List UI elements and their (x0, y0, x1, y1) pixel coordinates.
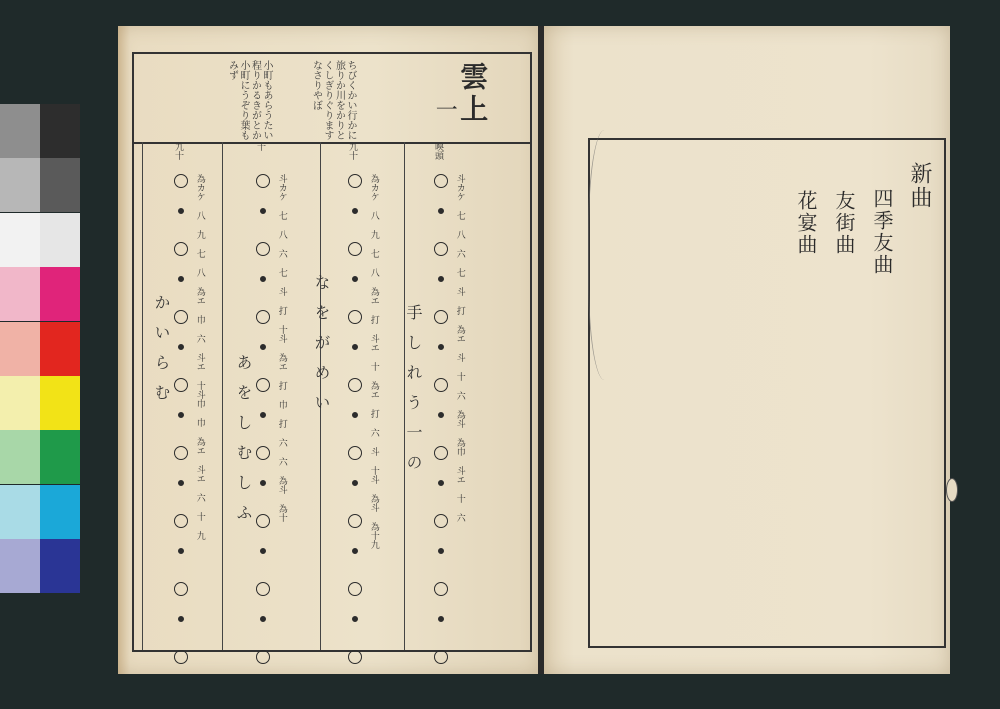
note-label: 七 (276, 211, 287, 220)
color-swatch (0, 430, 40, 484)
note-label: 十斗 (368, 466, 379, 484)
color-swatch (0, 322, 40, 376)
song-lyric-line: なをがめい (312, 274, 331, 424)
dot-mark (260, 412, 266, 418)
note-label: 斗カケ (276, 174, 287, 201)
dot-mark (178, 344, 184, 350)
circle-mark (348, 582, 362, 596)
note-marks (174, 174, 188, 684)
circle-mark (174, 174, 188, 188)
color-swatch (0, 104, 40, 158)
note-label: 九 (194, 230, 205, 239)
left-page-frame (132, 52, 532, 652)
circle-mark (348, 310, 362, 324)
dot-mark (178, 412, 184, 418)
circle-mark (174, 582, 188, 596)
note-label: 為十九 (368, 522, 379, 549)
note-label: 七 (368, 249, 379, 258)
note-label: 斗エ (368, 334, 379, 352)
color-swatch (0, 158, 40, 212)
column-rule (142, 142, 143, 650)
note-label: 十 (368, 362, 379, 371)
note-label: 斗 (368, 447, 379, 456)
note-label: 九 (368, 230, 379, 239)
note-label: 六 (194, 334, 205, 343)
column-head: 喚頭 (433, 142, 443, 160)
notation-column-1 (433, 142, 468, 640)
dot-mark (352, 480, 358, 486)
circle-mark (434, 446, 448, 460)
note-label: 十 (194, 512, 205, 521)
lyric-line: たい程りかる (249, 60, 272, 140)
column-head: 十 (255, 142, 265, 151)
lyric-line: みず (226, 60, 238, 80)
lyric-line: くしぎりぐりま (322, 60, 333, 130)
piece-title: 四季友曲 (870, 188, 894, 276)
lyric-line: すなさり (310, 60, 333, 140)
color-swatch (40, 376, 80, 430)
right-page-frame (588, 138, 946, 648)
note-label: 為エ (276, 353, 287, 371)
circle-mark (174, 514, 188, 528)
dot-mark (352, 548, 358, 554)
circle-mark (174, 378, 188, 392)
page-title: 雲上 (456, 62, 490, 126)
circle-mark (434, 650, 448, 664)
note-label: 六 (276, 438, 287, 447)
dot-mark (178, 480, 184, 486)
circle-mark (174, 310, 188, 324)
circle-mark (434, 242, 448, 256)
dot-mark (178, 548, 184, 554)
lyric-line: か川をかりと (333, 80, 345, 140)
note-label: 十 (454, 372, 465, 381)
dot-mark (178, 276, 184, 282)
lyric-line: 行かに旅り (333, 60, 356, 140)
dot-mark (352, 208, 358, 214)
notation-column-4 (173, 142, 208, 640)
dot-mark (352, 344, 358, 350)
notation-column-3 (255, 142, 290, 640)
header-band (134, 54, 530, 144)
color-swatch (0, 376, 40, 430)
lyric-line: ちびくかい (345, 60, 356, 110)
dot-mark (260, 616, 266, 622)
header-lyrics-2 (226, 60, 272, 140)
color-swatch (40, 213, 80, 267)
song-lyric-line: 手しれう一の (404, 304, 423, 484)
circle-mark (348, 514, 362, 528)
note-label: 八 (368, 211, 379, 220)
note-label: 打 (368, 409, 379, 418)
note-marks (434, 174, 448, 684)
note-label: 為斗 (276, 476, 287, 494)
lyric-line: 小町もあらう (261, 60, 272, 120)
note-label: 打 (454, 306, 465, 315)
column-head: 九十 (173, 142, 183, 160)
dot-mark (260, 276, 266, 282)
note-marks (348, 174, 362, 684)
dot-mark (260, 480, 266, 486)
note-label: 六 (454, 513, 465, 522)
note-label: 十 (454, 494, 465, 503)
circle-mark (256, 514, 270, 528)
note-label: 為エ (194, 437, 205, 455)
note-label: 斗カケ (454, 174, 465, 201)
circle-mark (348, 446, 362, 460)
column-rule (222, 142, 223, 650)
dot-mark (438, 412, 444, 418)
circle-mark (434, 582, 448, 596)
dot-mark (352, 616, 358, 622)
note-label: 六 (454, 391, 465, 400)
dot-mark (178, 208, 184, 214)
color-calibration-strip (0, 104, 80, 594)
tablature-notes (276, 174, 287, 644)
note-label: 為斗 (454, 410, 465, 428)
color-swatch (0, 213, 40, 267)
note-label: 七 (454, 268, 465, 277)
note-label: 為カケ (194, 174, 205, 201)
circle-mark (256, 310, 270, 324)
note-label: 斗エ (194, 465, 205, 483)
lyric-line: やぼ (310, 90, 322, 110)
note-label: 七 (454, 211, 465, 220)
circle-mark (434, 174, 448, 188)
note-marks (256, 174, 270, 684)
color-swatch (0, 485, 40, 539)
dot-mark (178, 616, 184, 622)
note-label: 八 (368, 268, 379, 277)
circle-mark (434, 378, 448, 392)
note-label: 為エ (454, 325, 465, 343)
color-swatch (0, 539, 40, 593)
note-label: 為エ (368, 381, 379, 399)
note-label: 八 (454, 230, 465, 239)
dot-mark (352, 412, 358, 418)
note-label: 斗エ (454, 466, 465, 484)
header-lyrics-1 (310, 60, 356, 140)
binding-thread (588, 130, 629, 380)
lyric-line: うぞり葉も (238, 90, 249, 140)
color-swatch (40, 430, 80, 484)
circle-mark (256, 378, 270, 392)
circle-mark (348, 242, 362, 256)
note-label: 為十 (276, 504, 287, 522)
note-label: 斗 (454, 353, 465, 362)
note-label: 六 (194, 493, 205, 502)
note-label: 巾 (276, 400, 287, 409)
lyric-line: きがとか小町に (238, 60, 261, 140)
tablature-notes (454, 174, 465, 644)
circle-mark (348, 650, 362, 664)
piece-title: 花宴曲 (794, 190, 818, 256)
left-page (118, 26, 540, 674)
color-swatch (40, 158, 80, 212)
note-label: 八 (194, 268, 205, 277)
dot-mark (438, 616, 444, 622)
dot-mark (438, 344, 444, 350)
column-head: 九十 (347, 142, 357, 160)
color-swatch (40, 539, 80, 593)
note-label: 十斗巾 (194, 381, 205, 408)
note-label: 十斗 (276, 325, 287, 343)
open-book (118, 22, 950, 682)
circle-mark (174, 242, 188, 256)
note-label: 為巾 (454, 438, 465, 456)
note-label: 六 (454, 249, 465, 258)
circle-mark (256, 174, 270, 188)
note-label: 斗エ (194, 353, 205, 371)
circle-mark (256, 242, 270, 256)
note-label: 九 (194, 531, 205, 540)
note-label: 為エ (194, 287, 205, 305)
note-label: 七 (276, 268, 287, 277)
circle-mark (256, 582, 270, 596)
tablature-notes (194, 174, 205, 644)
collection-heading: 新曲 (907, 162, 932, 210)
note-label: 為エ (368, 287, 379, 305)
color-swatch (0, 267, 40, 321)
page-edge-mark (946, 478, 958, 502)
circle-mark (434, 310, 448, 324)
circle-mark (256, 446, 270, 460)
note-label: 巾 (194, 315, 205, 324)
song-lyric-line: かいらむ (152, 294, 171, 414)
circle-mark (434, 514, 448, 528)
dot-mark (260, 548, 266, 554)
note-label: 打 (276, 306, 287, 315)
note-label: 六 (368, 428, 379, 437)
dot-mark (438, 480, 444, 486)
note-label: 打 (368, 315, 379, 324)
note-label: 為カケ (368, 174, 379, 201)
page-number: 一 (432, 98, 458, 120)
song-lyric-line: あをしむしふ (234, 354, 253, 534)
circle-mark (174, 446, 188, 460)
color-swatch (40, 485, 80, 539)
note-label: 打 (276, 419, 287, 428)
circle-mark (174, 650, 188, 664)
circle-mark (348, 378, 362, 392)
note-label: 斗 (454, 287, 465, 296)
note-label: 為斗 (368, 494, 379, 512)
note-label: 六 (276, 457, 287, 466)
color-swatch (40, 322, 80, 376)
color-swatch (40, 104, 80, 158)
dot-mark (260, 208, 266, 214)
tablature-notes (368, 174, 379, 644)
circle-mark (256, 650, 270, 664)
color-swatch (40, 267, 80, 321)
note-label: 七 (194, 249, 205, 258)
note-label: 打 (276, 381, 287, 390)
dot-mark (438, 208, 444, 214)
dot-mark (352, 276, 358, 282)
note-label: 六 (276, 249, 287, 258)
note-label: 八 (276, 230, 287, 239)
notation-column-2 (347, 142, 382, 640)
note-label: 斗 (276, 287, 287, 296)
note-label: 巾 (194, 418, 205, 427)
dot-mark (438, 548, 444, 554)
dot-mark (438, 276, 444, 282)
piece-title: 友街曲 (832, 190, 856, 256)
circle-mark (348, 174, 362, 188)
dot-mark (260, 344, 266, 350)
note-label: 八 (194, 211, 205, 220)
